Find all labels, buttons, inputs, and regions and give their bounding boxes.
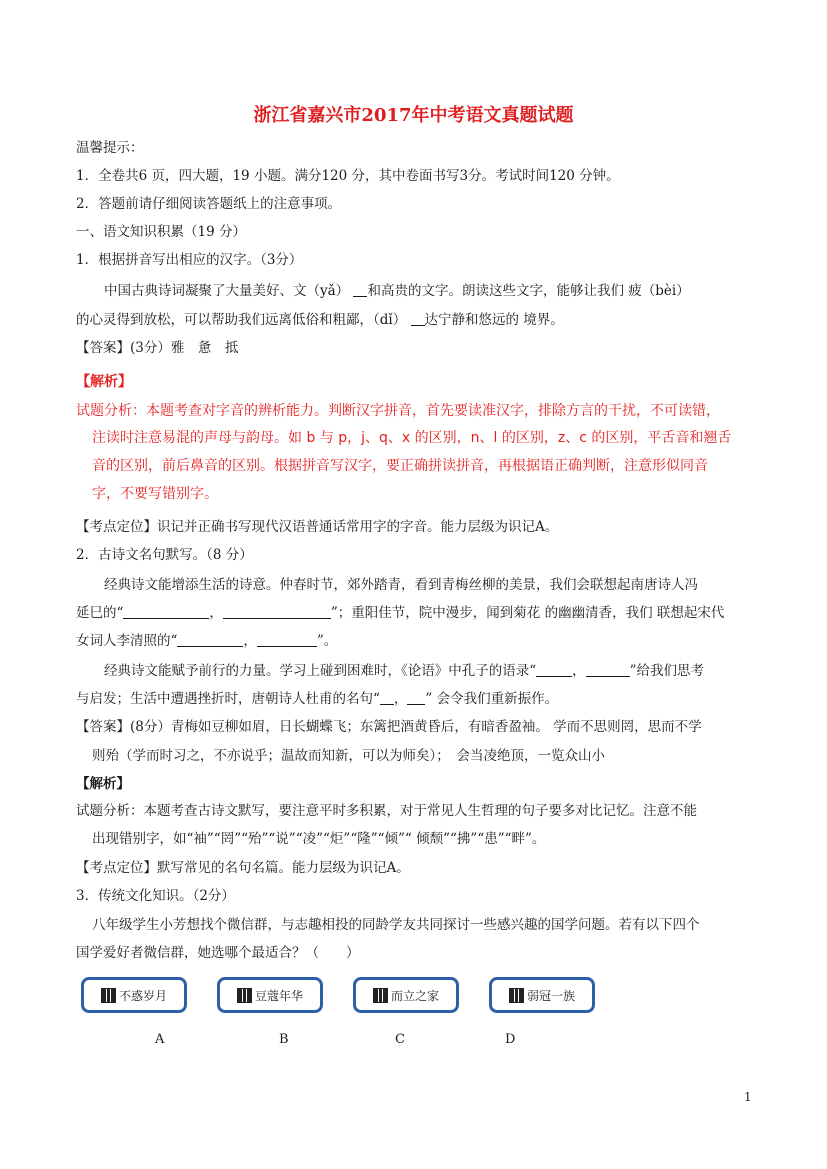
- q2-blank-2a[interactable]: [177, 631, 243, 647]
- q2-p1-line-2: [76, 603, 724, 623]
- q2-blank-3a[interactable]: [536, 661, 572, 677]
- q2-text: 经典诗文能赋予前行的力量。学习上碰到困难时，《论语》中孔子的语录“: [104, 663, 537, 679]
- q2-answer-line-2: 则殆（学而时习之，不亦说乎；温故而知新，可以为师矣）； 会当凌绝顶，一览众山小: [92, 748, 605, 764]
- q2-p1-line-1: 经典诗文能增添生活的诗意。仲春时节，郊外踏青，看到青梅丝柳的美景，我们会联想起南唐诗人冯: [104, 577, 698, 593]
- q1-text-a2: 和高贵的文字。朗读这些文字，能够让我们 疲（bèi）: [367, 283, 690, 299]
- q1-analysis-label: 【解析】: [76, 374, 132, 390]
- q1-title: 1．根据拼音写出相应的汉字。（3分）: [76, 252, 303, 268]
- q3-line-2: 国学爱好者微信群，她选哪个最适合？（ ）: [76, 945, 360, 961]
- q3-line-1: 八年级学生小芳想找个微信群，与志趣相投的同龄学友共同探讨一些感兴趣的国学问题。若有以下四个: [92, 917, 700, 933]
- q1-analysis-line: 字，不要写错别字。: [92, 486, 218, 502]
- tip-2: 2．答题前请仔细阅读答题纸上的注意事项。: [76, 196, 342, 212]
- option-d-letter: D: [505, 1032, 516, 1047]
- q1-blank-2[interactable]: [411, 310, 425, 326]
- q1-text-line-1: [104, 281, 690, 301]
- q2-comma: ，: [572, 663, 586, 679]
- qr-code-icon: [509, 988, 524, 1003]
- q2-comma: ，: [243, 633, 257, 649]
- q1-analysis-line: 音的区别，前后鼻音的区别。根据拼音写汉字，要正确拼读拼音，再根据语正确判断，注意形似同音: [92, 458, 708, 474]
- q1-analysis-line: 注读时注意易混的声母与韵母。如 b 与 p，j、q、x 的区别，n、l 的区别，z、c 的区别，平舌音和翘舌: [92, 430, 732, 446]
- option-b-letter: B: [279, 1032, 289, 1047]
- option-b-card[interactable]: [217, 977, 323, 1013]
- page-number: 1: [744, 1090, 752, 1104]
- q2-comma: ，: [393, 691, 408, 707]
- q2-title: 2．古诗文名句默写。（8 分）: [76, 547, 253, 563]
- q3-title: 3．传统文化知识。（2分）: [76, 888, 235, 904]
- q1-answer: 【答案】(3分）雅 惫 抵: [76, 340, 239, 356]
- option-b-text: 豆蔻年华: [254, 988, 303, 1003]
- q1-text-line-2: [76, 310, 564, 330]
- q1-text-a1: 中国古典诗词凝聚了大量美好、文（yǎ）: [104, 283, 350, 299]
- q1-blank-1[interactable]: [353, 281, 367, 297]
- option-a-letter: A: [155, 1032, 165, 1047]
- section-1-heading: 一、语文知识积累（19 分）: [76, 224, 246, 240]
- q2-analysis-line-1: 试题分析：本题考查古诗文默写，要注意平时多积累，对于常见人生哲理的句子要多对比记忆。注意不能: [76, 803, 697, 819]
- option-d-card[interactable]: [489, 977, 595, 1013]
- q2-text: ”；重阳佳节，院中漫步，闻到菊花 的幽幽清香，我们 联想起宋代: [330, 605, 725, 621]
- qr-code-icon: [373, 988, 388, 1003]
- q2-location: 【考点定位】默写常见的名句名篇。能力层级为识记A。: [76, 860, 410, 876]
- q2-text: ” 会令我们重新振作。: [425, 691, 559, 707]
- q2-text: 女词人李清照的“: [76, 633, 178, 649]
- page-title: 浙江省嘉兴市2017年中考语文真题试题: [253, 105, 574, 126]
- q2-analysis-line-2: 出现错别字，如“袖”“罔”“殆”“说”“凌”“炬”“隆”“倾”“ 倾颓”“拂”“患”“畔”。: [92, 831, 546, 847]
- q2-blank-2b[interactable]: [257, 631, 317, 647]
- tips-label: 温馨提示：: [76, 140, 144, 156]
- q2-text: 延巳的“: [76, 605, 124, 621]
- qr-code-icon: [237, 988, 252, 1003]
- q1-text-b1: 的心灵得到放松，可以帮助我们远离低俗和粗鄙，（dǐ）: [76, 312, 407, 328]
- q2-p1-line-3: [76, 631, 337, 651]
- q2-p2-line-2: [76, 689, 558, 709]
- q2-analysis-label: 【解析】: [76, 776, 130, 792]
- q2-blank-4b[interactable]: [407, 689, 425, 705]
- q2-blank-3b[interactable]: [586, 661, 630, 677]
- q1-analysis-line: 试题分析：本题考查对字音的辨析能力。判断汉字拼音，首先要读准汉字，排除方言的干扰，不可读错，: [76, 403, 720, 419]
- option-a-card[interactable]: [81, 977, 187, 1013]
- q2-text: ”。: [316, 633, 338, 649]
- q2-blank-1a[interactable]: [123, 603, 209, 619]
- q2-text: 与启发；生活中遭遇挫折时，唐朝诗人杜甫的名句“: [76, 691, 380, 707]
- q3-options: [0, 977, 827, 1057]
- q2-comma: ，: [209, 605, 223, 621]
- q2-answer-line-1: 【答案】(8分）青梅如豆柳如眉，日长蝴蝶飞；东篱把酒黄昏后，有暗香盈袖。 学而不思则罔，思而不学: [76, 719, 702, 735]
- q2-p2-line-1: [104, 661, 704, 681]
- q1-location: 【考点定位】识记并正确书写现代汉语普通话常用字的字音。能力层级为识记A。: [76, 519, 559, 535]
- q2-blank-1b[interactable]: [223, 603, 331, 619]
- option-c-card[interactable]: [353, 977, 459, 1013]
- q2-blank-4a[interactable]: [380, 689, 394, 705]
- tip-1: 1．全卷共6 页，四大题，19 小题。满分120 分，其中卷面书写3分。考试时间120 分钟。: [76, 168, 620, 184]
- option-d-text: 弱冠一族: [526, 988, 575, 1003]
- option-c-text: 而立之家: [390, 988, 439, 1003]
- option-c-letter: C: [395, 1032, 405, 1047]
- q1-text-b2: 达宁静和悠远的 境界。: [424, 312, 564, 328]
- qr-code-icon: [101, 988, 116, 1003]
- q2-text: ”给我们思考: [629, 663, 705, 679]
- option-a-text: 不惑岁月: [118, 988, 167, 1003]
